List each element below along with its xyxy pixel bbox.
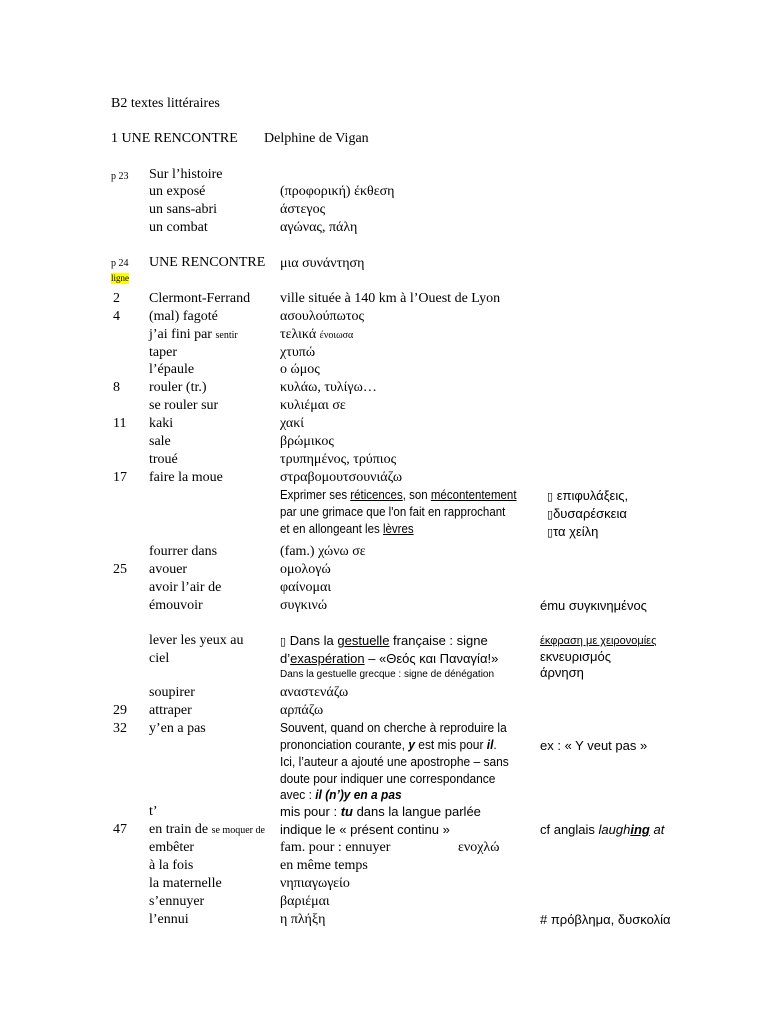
gloss-soupirer: αναστενάζω (280, 685, 349, 700)
definition-y-line5: avec : il (n’)y en a pas (280, 787, 402, 802)
box-icon: ▯ (547, 526, 554, 539)
gloss-fourrer: (fam.) χώνω σε (280, 544, 366, 559)
term-l-ennui: l’ennui (149, 912, 189, 927)
line-number: 47 (113, 822, 127, 837)
line-number: 2 (113, 291, 120, 306)
gloss-combat: αγώνας, πάλη (280, 220, 358, 235)
gloss-embeter-greek: ενοχλώ (458, 840, 500, 855)
gloss-kaki: χακί (280, 416, 305, 431)
term-fagote: (mal) fagoté (149, 309, 218, 324)
term-rouler: rouler (tr.) (149, 380, 207, 395)
line-number: 32 (113, 721, 127, 736)
gloss-avouer: ομολογώ (280, 562, 331, 577)
page-label-24: p 24 (111, 258, 129, 269)
box-icon: ▯ (547, 508, 554, 521)
definition-y-line4: doute pour indiquer une correspondance (280, 771, 496, 786)
gloss-sale: βρώμικος (280, 434, 334, 449)
term-sur-histoire: Sur l’histoire (149, 167, 223, 182)
term-soupirer: soupirer (149, 685, 195, 700)
term-avoir-l-air: avoir l’air de (149, 580, 222, 595)
term-y-en-a-pas: y’en a pas (149, 721, 206, 736)
definition-lever-line3: Dans la gestuelle grecque : signe de dénégation (280, 669, 495, 680)
term-embeter: embêter (149, 840, 195, 855)
term-epaule: l’épaule (149, 362, 195, 377)
gloss-attraper: αρπάζω (280, 703, 324, 718)
definition-y-line1: Souvent, quand on cherche à reproduire la (280, 720, 507, 735)
gloss-expose: (προφορική) έκθεση (280, 184, 395, 199)
note-lever-3: άρνηση (540, 665, 584, 680)
note-moue-2: ▯δυσαρέσκεια (547, 506, 627, 521)
definition-y-line3: Ici, l’auteur a ajouté une apostrophe – sans (280, 754, 509, 769)
note-moue-1: ▯ επιφυλάξεις, (547, 488, 629, 503)
line-number: 17 (113, 470, 127, 485)
line-number: 8 (113, 380, 120, 395)
gloss-s-ennuyer: βαριέμαι (280, 894, 330, 909)
term-emouvoir: émouvoir (149, 598, 203, 613)
definition-moue-line3: et en allongeant les lèvres (280, 522, 414, 536)
box-icon: ▯ (547, 490, 554, 503)
term-sale: sale (149, 434, 171, 449)
gloss-clermont: ville située à 140 km à l’Ouest de Lyon (280, 291, 501, 306)
gloss-epaule: ο ώμος (280, 362, 320, 377)
term-fourrer: fourrer dans (149, 544, 218, 559)
term-combat: un combat (149, 220, 208, 235)
term-attraper: attraper (149, 703, 192, 718)
note-lever-1: έκφραση με χειρονομίες (540, 635, 657, 647)
term-t: t’ (149, 804, 158, 819)
term-lever-les-yeux-line1: lever les yeux au (149, 633, 244, 648)
definition-moue-line2: par une grimace que l'on fait en rapprochant (280, 505, 506, 519)
term-sans-abri: un sans-abri (149, 202, 218, 217)
term-a-la-fois: à la fois (149, 858, 194, 873)
gloss-la-maternelle: νηπιαγωγείο (280, 876, 350, 891)
line-number: 25 (113, 562, 127, 577)
term-lever-les-yeux-line2: ciel (149, 651, 170, 666)
note-moue-3: ▯τα χείλη (547, 524, 599, 539)
term-se-rouler: se rouler sur (149, 398, 219, 413)
term-s-ennuyer: s’ennuyer (149, 894, 205, 909)
term-en-train-de: en train de se moquer de (149, 822, 265, 837)
course-title: B2 textes littéraires (111, 96, 220, 111)
gloss-taper: χτυπώ (280, 345, 316, 360)
note-lever-2: εκνευρισμός (540, 649, 611, 664)
term-clermont: Clermont-Ferrand (149, 291, 251, 306)
definition-en-train-de: indique le « présent continu » (280, 822, 450, 837)
line-number: 4 (113, 309, 120, 324)
definition-lever-line1: ▯ Dans la gestuelle française : signe (280, 633, 488, 648)
page-label-23: p 23 (111, 171, 129, 182)
note-emouvoir: ému συγκινημένος (540, 598, 647, 613)
gloss-a-la-fois: en même temps (280, 858, 368, 873)
note-en-train-de: cf anglais laughing at (540, 822, 665, 837)
gloss-fini-par: τελικά ένοιωσα (280, 327, 354, 342)
gloss-emouvoir: συγκινώ (280, 598, 328, 613)
term-la-maternelle: la maternelle (149, 876, 222, 891)
gloss-avoir-l-air: φαίνομαι (280, 580, 332, 595)
term-avouer: avouer (149, 562, 188, 577)
note-y-en-a-pas: ex : « Y veut pas » (540, 738, 648, 753)
gloss-se-rouler: κυλιέμαι σε (280, 398, 346, 413)
heading-une-rencontre: UNE RENCONTRE (149, 255, 266, 270)
box-icon: ▯ (280, 635, 287, 648)
gloss-l-ennui: η πλήξη (280, 912, 326, 927)
author-name: Delphine de Vigan (264, 131, 369, 146)
gloss-fagote: ασουλούπωτος (280, 309, 364, 324)
definition-lever-line2: d’exaspération – «Θεός και Παναγία!» (280, 651, 499, 666)
gloss-une-rencontre: μια συνάντηση (280, 256, 365, 271)
ligne-label: ligne (111, 273, 129, 283)
term-expose: un exposé (149, 184, 206, 199)
term-taper: taper (149, 345, 177, 360)
term-faire-la-moue: faire la moue (149, 470, 223, 485)
definition-t: mis pour : tu dans la langue parlée (280, 804, 481, 819)
term-troue: troué (149, 452, 178, 467)
line-number: 11 (113, 416, 127, 431)
definition-y-line2: prononciation courante, y est mis pour il. (280, 737, 497, 752)
gloss-sans-abri: άστεγος (280, 202, 326, 217)
gloss-embeter: fam. pour : ennuyer (280, 840, 391, 855)
line-number: 29 (113, 703, 127, 718)
gloss-troue: τρυπημένος, τρύπιος (280, 452, 397, 467)
definition-moue-line1: Exprimer ses réticences, son mécontentement (280, 488, 517, 502)
term-fini-par: j’ai fini par sentir (149, 327, 238, 342)
gloss-faire-la-moue: στραβομουτσουνιάζω (280, 470, 403, 485)
note-l-ennui: # πρόβλημα, δυσκολία (540, 912, 671, 927)
section-title: 1 UNE RENCONTRE (111, 131, 238, 146)
gloss-rouler: κυλάω, τυλίγω… (280, 380, 377, 395)
term-kaki: kaki (149, 416, 174, 431)
